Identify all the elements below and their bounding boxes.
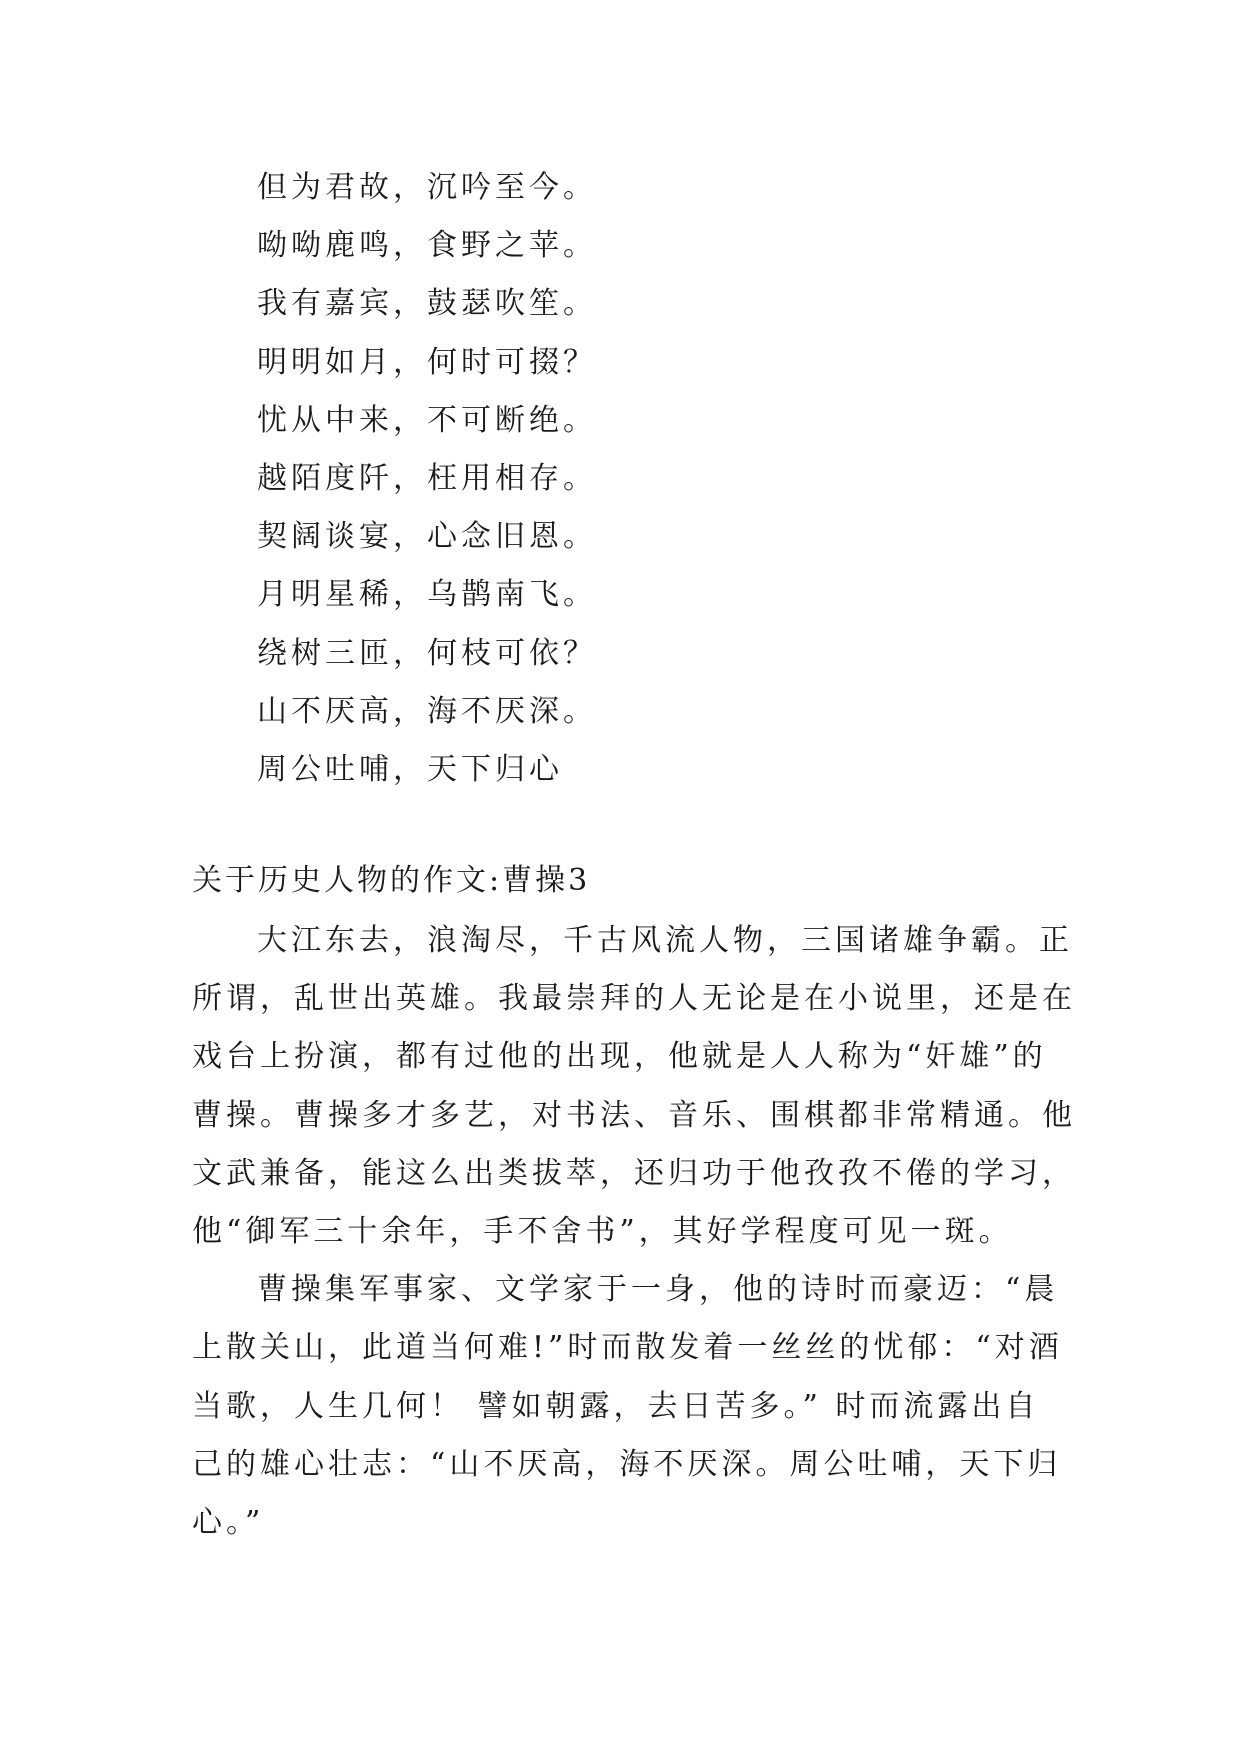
poem-line: 越陌度阡，枉用相存。 (257, 461, 597, 497)
paragraph-line: 上散关山，此道当何难!”时而散发着一丝丝的忧郁：“对酒 (192, 1330, 1063, 1366)
paragraph-line: 戏台上扮演，都有过他的出现，他就是人人称为“奸雄”的 (192, 1039, 1047, 1075)
poem-line: 但为君故，沉吟至今。 (257, 170, 597, 205)
essay-body (192, 912, 1076, 1552)
poem-line: 明明如月，何时可掇？ (257, 344, 597, 380)
paragraph-line: 心。” (192, 1505, 265, 1541)
paragraph-line: 当歌，人生几何！ 譬如朝露，去日苦多。” 时而流露出自 (192, 1388, 1040, 1424)
poem-line: 月明星稀，乌鹊南飞。 (257, 577, 597, 613)
poem-line: 呦呦鹿鸣，食野之苹。 (257, 228, 597, 264)
paragraph (192, 1261, 1072, 1552)
paragraph-line: 己的雄心壮志：“山不厌高，海不厌深。周公吐哺，天下归 (192, 1446, 1062, 1482)
poem-line: 契阔谈宴，心念旧恩。 (257, 519, 597, 555)
paragraph-line: 文武兼备，能这么出类拔萃，还归功于他孜孜不倦的学习， (192, 1155, 1076, 1191)
poem-block (257, 159, 597, 799)
paragraph (192, 912, 1076, 1261)
poem-line: 我有嘉宾，鼓瑟吹笙。 (257, 286, 597, 322)
poem-line: 山不厌高，海不厌深。 (257, 693, 597, 729)
paragraph-line: 曹操。曹操多才多艺，对书法、音乐、围棋都非常精通。他 (192, 1097, 1076, 1133)
poem-line: 周公吐哺，天下归心 (257, 752, 563, 788)
paragraph-line: 大江东去，浪淘尽，千古风流人物，三国诸雄争霸。正 (257, 923, 1073, 958)
paragraph-line: 曹操集军事家、文学家于一身，他的诗时而豪迈：“晨 (257, 1272, 1059, 1308)
poem-line: 忧从中来，不可断绝。 (257, 402, 597, 438)
section-title: 关于历史人物的作文:曹操3 (192, 863, 591, 898)
paragraph-line: 所谓，乱世出英雄。我最崇拜的人无论是在小说里，还是在 (192, 981, 1076, 1017)
poem-line: 绕树三匝，何枝可依？ (257, 635, 597, 671)
paragraph-line: 他“御军三十余年，手不舍书”，其好学程度可见一斑。 (192, 1214, 1013, 1250)
